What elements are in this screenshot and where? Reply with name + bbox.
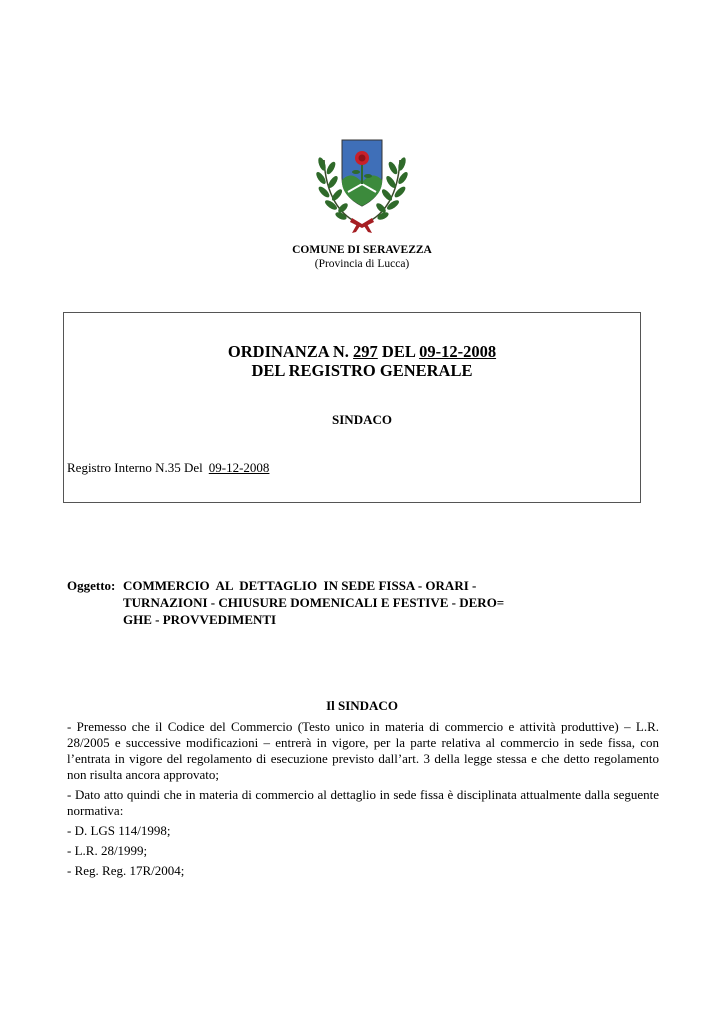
oggetto-label: Oggetto:	[67, 578, 116, 593]
paragraph: - Premesso che il Codice del Commercio (Testo unico in materia di commercio e attività produttive) – L.R. 28/2005 e successive modificazioni – entrerà in vigore, per la parte relativa al commercio in sede fissa, con l’entrata in vigore del regolamento di esecuzione previsto dall’art. 3 della legge stessa e che detto regolamento non risulta ancora approvato;	[67, 719, 659, 782]
registro-date: 09-12-2008	[208, 460, 270, 475]
ordinanza-del-label: DEL	[381, 342, 415, 361]
list-item: - L.R. 28/1999;	[67, 843, 148, 858]
oggetto-section	[67, 577, 504, 628]
comune-name: COMUNE DI SERAVEZZA	[292, 244, 432, 256]
provincia-label: (Provincia di Lucca)	[314, 258, 410, 270]
ufficio-label: SINDACO	[332, 412, 392, 427]
oggetto-line-1: COMMERCIO AL DETTAGLIO IN SEDE FISSA - ORARI -	[123, 578, 477, 593]
ribbon-icon	[350, 218, 374, 233]
ordinanza-title	[0, 342, 724, 380]
registro-label: Registro Interno N.35 Del	[67, 460, 203, 475]
ordinanza-date: 09-12-2008	[419, 342, 497, 361]
body-heading: Il SINDACO	[326, 698, 398, 713]
municipal-coat-of-arms	[312, 138, 412, 234]
list-item: - D. LGS 114/1998;	[67, 823, 171, 838]
oggetto-line-2: TURNAZIONI - CHIUSURE DOMENICALI E FESTIVE - DERO=	[123, 595, 505, 610]
ordinanza-prefix: ORDINANZA N.	[227, 342, 349, 361]
oggetto-line-3: GHE - PROVVEDIMENTI	[123, 612, 277, 627]
paragraph: - Dato atto quindi che in materia di commercio al dettaglio in sede fissa è disciplinata attualmente dalla seguente normativa:	[67, 787, 659, 818]
body-text	[67, 719, 659, 883]
ordinanza-number: 297	[353, 342, 378, 361]
ordinanza-registro-generale: DEL REGISTRO GENERALE	[251, 361, 473, 380]
list-item: - Reg. Reg. 17R/2004;	[67, 863, 185, 878]
registro-interno	[67, 460, 269, 476]
